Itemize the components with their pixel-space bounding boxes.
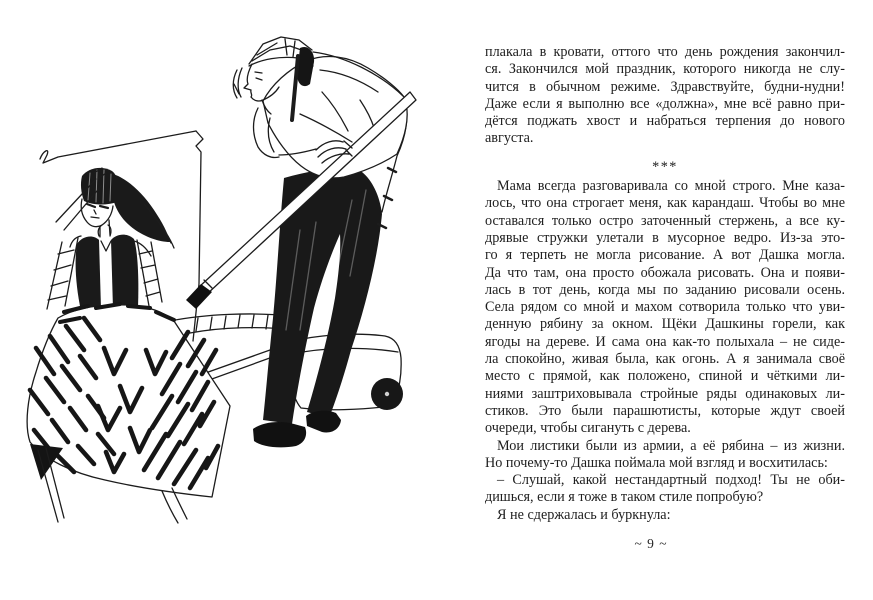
text-line: стиков. Это были парашютисты, которые ждут своей (485, 402, 845, 419)
text-line: чится в обычном режиме. Здравствуйте, будни-нудни! (485, 78, 845, 95)
text-line: Я не сдержалась и буркнула: (497, 506, 671, 523)
text-line: лась в тот день, когда мы по заданию рисовали осень. (485, 281, 845, 298)
text-line: плакала в кровати, оттого что день рождения закончил- (485, 44, 845, 60)
text-line: место с прямой, как положено, спиной и чёткими ли- (485, 368, 845, 385)
text-line: Да что там, она просто обожала рисовать. Она и появи- (485, 264, 845, 281)
text-line: дётся поджать хвост и набраться терпения до нового (485, 113, 845, 130)
page-number: ~ 9 ~ (634, 536, 668, 551)
mother-trousers (263, 169, 382, 424)
girl-vest-left (76, 237, 101, 311)
text-line: ниями заштриховывала стройные ряды одинаковых ли- (485, 385, 845, 402)
text-line: лось, что она строгает меня, как карандаш. Чтобы во мне (485, 195, 845, 212)
paragraph (485, 507, 845, 524)
page-text (485, 44, 845, 524)
mother-shoe-front (253, 422, 306, 447)
text-line: го я терпеть не могла рисование. А вот Дашка могла. (485, 247, 845, 264)
text-line: Мои листики были из армии, а её рябина – из жизни. (497, 437, 845, 454)
text-line: дишься, если я тоже в таком стиле попробую? (485, 489, 764, 506)
paragraph (485, 178, 845, 437)
mother-shoe-back (306, 411, 341, 433)
text-line: Села рядом со мной и махом сотворила только что уви- (485, 299, 845, 316)
text-line: ла спокойно, живая была, как огонь. А я занимала своё (485, 351, 845, 368)
text-line: Даже если я выполню все «должна», мне всё равно при- (485, 95, 845, 112)
girl-nose-mouth (91, 210, 99, 218)
girl-vest-right (111, 235, 138, 309)
text-line: августа. (485, 130, 534, 147)
text-line: очереди, чтобы сигануть с дерева. (485, 420, 691, 437)
section-separator: *** (652, 158, 678, 175)
mother-hair-lock (233, 68, 242, 98)
text-line: Но почему-то Дашка поймала мой взгляд и восхитилась: (485, 454, 828, 471)
text-line: – Слушай, какой нестандартный подход! Ты не оби- (497, 472, 845, 489)
paragraph (485, 438, 845, 473)
girl-hair (113, 174, 170, 242)
text-line: ягоды на дереве. И сама она как-то полыхала – не сиде- (485, 333, 845, 350)
text-line: ся. Закончился мой праздник, которого никогда не слу- (485, 61, 845, 78)
girl-bangs (81, 168, 118, 205)
text-line: оставался только остро заточенный стержень, а все ку- (485, 212, 845, 229)
text-line: Мама всегда разговаривала со мной строго. Мне каза- (497, 178, 845, 195)
mother-eye (255, 72, 262, 80)
text-line: дрявые стружки улетали в мусорное ведро. Из-за это- (485, 229, 845, 246)
paragraph (485, 44, 845, 148)
text-line: денную рябину за окном. Щёки Дашкины горели, как (485, 316, 845, 333)
paragraph (485, 472, 845, 507)
girl-eyes (87, 204, 108, 208)
